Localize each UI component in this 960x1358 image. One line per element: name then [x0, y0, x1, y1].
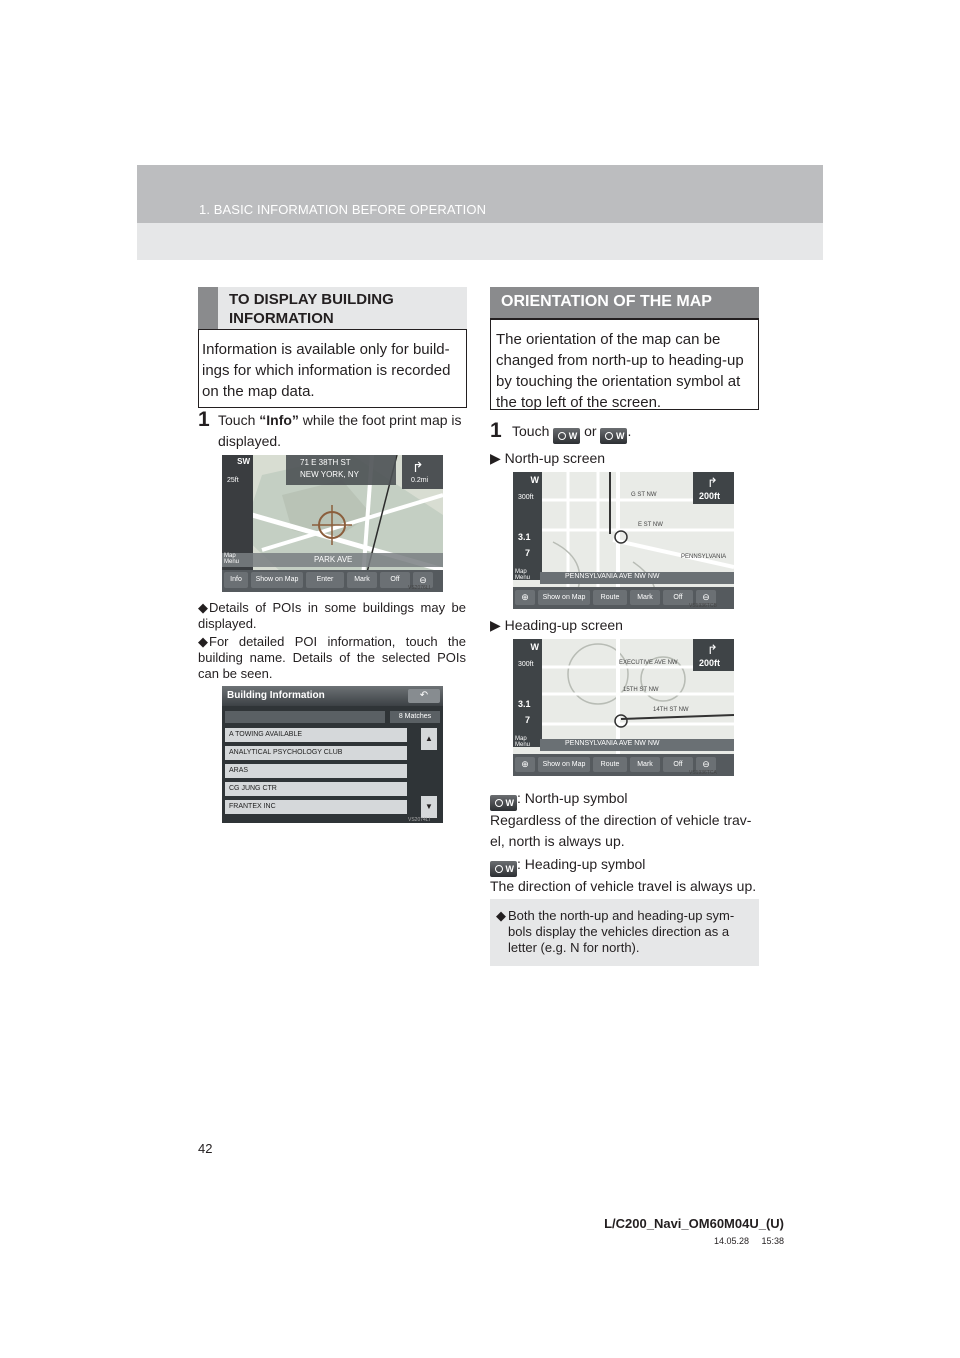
street-label: 15TH ST NW [623, 687, 659, 693]
heading-up-symbol-desc [490, 854, 645, 877]
arrow-right-icon: ▶ [490, 617, 501, 633]
search-bar [225, 711, 385, 723]
distance-label: 0.2mi [411, 477, 429, 484]
north-up-symbol-icon[interactable] [553, 428, 580, 444]
note-line: letter (e.g. N for north). [508, 940, 640, 955]
right-info-text [496, 329, 754, 413]
bullet-diamond-icon: ◆ [198, 600, 208, 615]
scale-label: 25ft [227, 477, 239, 484]
zoom-out-icon[interactable]: ⊖ [696, 757, 716, 772]
poi-list-item[interactable]: ARAS [225, 764, 407, 778]
left-step-number: 1 [198, 408, 210, 431]
left-heading [229, 290, 394, 328]
map-menu-button[interactable]: Map Menu [515, 736, 531, 748]
or-word: or [584, 423, 597, 439]
page-number: 42 [198, 1141, 213, 1156]
scroll-down-button[interactable]: ▼ [421, 796, 437, 818]
arrow-right-icon: ▶ [490, 450, 501, 466]
right-info-line: changed from north-up to heading-up [496, 352, 744, 369]
compass-badge[interactable]: W [530, 475, 539, 485]
info-key: “Info” [259, 412, 299, 428]
distance-label: 200ft [699, 491, 721, 501]
north-up-symbol-icon [490, 795, 517, 811]
footprint-map-screen [222, 455, 443, 592]
left-info-line: ings for which information is recorded [202, 362, 451, 379]
image-code: VS1936TCB [689, 603, 717, 609]
off-button[interactable]: Off [380, 572, 410, 588]
left-heading-accent [198, 287, 218, 329]
mark-button[interactable]: Mark [347, 572, 377, 588]
show-on-map-button[interactable]: Show on Map [538, 590, 590, 605]
building-info-screen [222, 686, 443, 823]
zoom-in-icon[interactable]: ⊕ [515, 590, 535, 605]
poi-list-item[interactable]: ANALYTICAL PSYCHOLOGY CLUB [225, 746, 407, 760]
street-label: EXECUTIVE AVE NW [619, 660, 678, 666]
touch-word: Touch [512, 423, 550, 439]
scale-label: 300ft [518, 494, 534, 501]
touch-word: Touch [218, 412, 256, 428]
heading-up-label-text: Heading-up screen [504, 617, 623, 633]
left-heading-line2: INFORMATION [229, 310, 334, 327]
compass-circle-icon [495, 865, 503, 873]
enter-button[interactable]: Enter [306, 572, 344, 588]
distance-label: 200ft [699, 658, 721, 668]
heading-up-map-screen [513, 639, 734, 776]
poi-list-item[interactable]: CG JUNG CTR [225, 782, 407, 796]
symbol-letter: W [568, 431, 578, 441]
speed-label: 3.1 [518, 532, 531, 542]
left-info-line: on the map data. [202, 383, 315, 400]
speed-label: 7 [525, 548, 531, 558]
turn-arrow-icon: ↱ [412, 459, 424, 475]
note-line: Both the north-up and heading-up sym- [508, 908, 735, 923]
north-up-label [490, 449, 605, 467]
north-up-map-screen [513, 472, 734, 609]
bullet-text: Details of POIs in some buildings may be displayed. [198, 600, 466, 631]
map-menu-button[interactable]: Map Menu [515, 569, 531, 581]
road-label: PENNSYLVANIA AVE NW NW [565, 740, 660, 747]
right-info-line: The orientation of the map can be [496, 331, 721, 348]
turn-arrow-icon: ↱ [707, 475, 718, 490]
right-step-number: 1 [490, 419, 502, 442]
timestamp: 14.05.28 15:38 [713, 1236, 784, 1246]
period: . [627, 423, 632, 439]
image-code: VS2074LI [408, 817, 430, 823]
bullet-item [198, 600, 466, 632]
zoom-out-icon[interactable]: ⊖ [696, 590, 716, 605]
poi-list [225, 728, 407, 818]
north-up-symbol-desc [490, 788, 627, 811]
poi-list-item[interactable]: FRANTEX INC [225, 800, 407, 814]
symbol-letter: W [615, 431, 625, 441]
street-name-2: NEW YORK, NY [300, 470, 359, 479]
doc-id: L/C200_Navi_OM60M04U_(U) [604, 1216, 784, 1231]
left-info-line: Information is available only for build- [202, 341, 450, 358]
compass-badge[interactable]: W [530, 642, 539, 652]
show-on-map-button[interactable]: Show on Map [538, 757, 590, 772]
compass-circle-icon [558, 432, 566, 440]
poi-list-item[interactable]: A TOWING AVAILABLE [225, 728, 407, 742]
compass-circle-icon [605, 432, 613, 440]
heading-up-symbol-text: : Heading-up symbol [517, 856, 646, 872]
street-label: 14TH ST NW [653, 707, 689, 713]
note-line: bols display the vehicles direction as a [508, 924, 730, 939]
zoom-in-icon[interactable]: ⊕ [515, 757, 535, 772]
route-button[interactable]: Route [593, 590, 627, 605]
explanation-line: Regardless of the direction of vehicle trav- [490, 812, 752, 828]
off-button[interactable]: Off [663, 590, 693, 605]
road-label: PARK AVE [314, 555, 353, 564]
street-label: G ST NW [631, 492, 657, 498]
mark-button[interactable]: Mark [630, 757, 660, 772]
image-code: VS2076LI [408, 585, 430, 591]
heading-up-symbol-icon[interactable] [600, 428, 627, 444]
turn-arrow-icon: ↱ [707, 642, 718, 657]
right-step-text [512, 421, 631, 444]
bullet-diamond-icon: ◆ [198, 634, 208, 649]
right-info-line: by touching the orientation symbol at [496, 373, 741, 390]
street-label: PENNSYLVANIA [681, 554, 727, 560]
heading-up-symbol-icon [490, 861, 517, 877]
heading-up-explanation: The direction of vehicle travel is always up. [490, 878, 757, 894]
step-rest: while the foot print map is [302, 412, 462, 428]
right-info-line: the top left of the screen. [496, 394, 662, 411]
left-heading-line1: TO DISPLAY BUILDING [229, 291, 394, 308]
left-info-text [202, 339, 462, 402]
info-button[interactable]: Info [224, 572, 248, 588]
zoom-out-icon[interactable]: ⊖ [413, 572, 433, 588]
street-name-1: 71 E 38TH ST [300, 458, 351, 467]
north-up-label-text: North-up screen [504, 450, 606, 466]
compass-badge[interactable]: SW [237, 457, 250, 466]
right-heading: ORIENTATION OF THE MAP [501, 293, 712, 310]
route-button[interactable]: Route [593, 757, 627, 772]
building-info-title: Building Information [227, 690, 325, 701]
compass-circle-icon [495, 799, 503, 807]
bullet-diamond-icon: ◆ [496, 908, 506, 923]
mark-button[interactable]: Mark [630, 590, 660, 605]
note-bullet [496, 908, 754, 956]
north-up-symbol-text: : North-up symbol [517, 790, 628, 806]
scale-label: 300ft [518, 661, 534, 668]
street-label: E ST NW [638, 522, 663, 528]
explanation-line: el, north is always up. [490, 833, 625, 849]
symbol-letter: W [505, 798, 514, 808]
off-button[interactable]: Off [663, 757, 693, 772]
symbol-letter: W [505, 864, 514, 874]
left-step-text-2: displayed. [218, 433, 282, 449]
heading-up-label [490, 616, 623, 634]
section-title: 1. BASIC INFORMATION BEFORE OPERATION [199, 202, 487, 217]
north-up-explanation [490, 810, 759, 852]
bullet-text: For detailed POI information, touch the building name. Details of the selected POIs can be seen. [198, 634, 466, 681]
back-button[interactable]: ↶ [408, 689, 440, 703]
map-menu-button[interactable]: Map Menu [224, 553, 240, 565]
left-step-text [218, 410, 468, 431]
road-label: PENNSYLVANIA AVE NW NW [565, 573, 660, 580]
speed-label: 7 [525, 715, 531, 725]
bullet-item [198, 634, 466, 682]
speed-label: 3.1 [518, 699, 531, 709]
note-text [508, 908, 752, 956]
show-on-map-button[interactable]: Show on Map [251, 572, 303, 588]
scroll-up-button[interactable]: ▲ [421, 728, 437, 750]
header-subband [137, 223, 823, 260]
image-code: VS1936TCA [689, 770, 717, 776]
matches-count: 8 Matches [390, 711, 440, 723]
